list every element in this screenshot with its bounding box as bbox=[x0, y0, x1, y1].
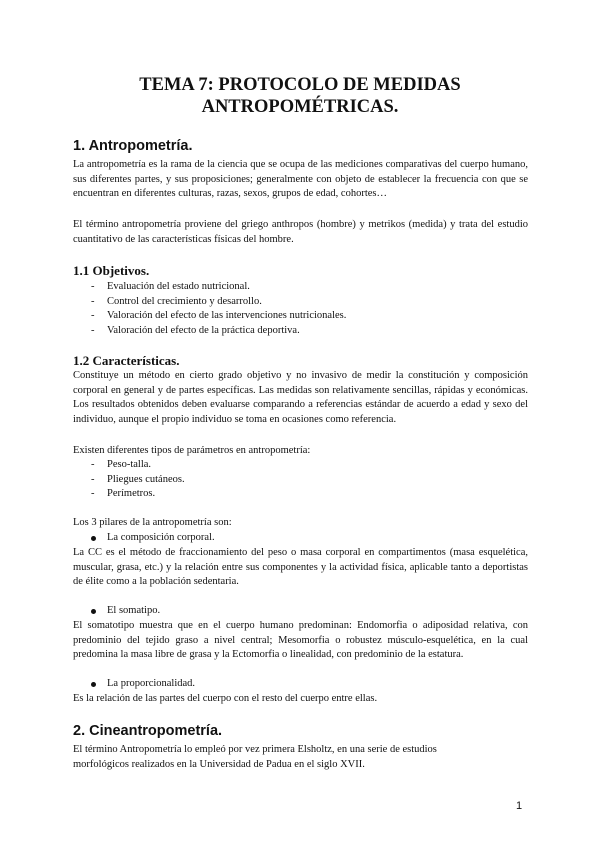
list-item: - Evaluación del estado nutricional. bbox=[91, 281, 250, 292]
parameter-types-list bbox=[73, 458, 185, 502]
pillar-1-text: La CC es el método de fraccionamiento del peso o masa corporal en compartimentos (masa esquelética, muscular, grasa, etc.) y la relación entre sus componentes y la actividad física, aplicable tanto a deportistas de élite como a la población sedentaria. bbox=[73, 547, 528, 588]
bullet-icon bbox=[91, 536, 96, 541]
section-1-paragraph-2: El término antropometría proviene del griego anthropos (hombre) y metrikos (medida) y trata del estudio cuantitativo de las características físicas del hombre. bbox=[73, 219, 528, 245]
pillar-2-item: El somatipo. bbox=[73, 604, 160, 619]
title-line-2: ANTROPOMÉTRICAS. bbox=[201, 97, 399, 117]
list-item: - Peso-talla. bbox=[91, 459, 152, 470]
bullet-icon bbox=[91, 609, 96, 614]
section-1-1-heading: 1.1 Objetivos. bbox=[73, 263, 150, 278]
pillar-1-item: La composición corporal. bbox=[73, 531, 215, 546]
list-item: - Valoración del efecto de las intervenciones nutricionales. bbox=[91, 310, 347, 322]
title-line-1: TEMA 7: PROTOCOLO DE MEDIDAS bbox=[139, 75, 461, 95]
list-item: - Control del crecimiento y desarrollo. bbox=[91, 295, 262, 307]
section-1-2-paragraph-2: Existen diferentes tipos de parámetros en antropometría: bbox=[73, 445, 311, 456]
section-1-2-paragraph-1: Constituye un método en cierto grado objetivo y no invasivo de medir la constitución y composición corporal en general y de partes específicas. Las medidas son relativamente sencillas, rápidas y económicas. Los resultados obtenidos deben evaluarse comparando a referencias estándar de acuerdo a edad y sexo del individuo, aunque el propio individuo se toma en ocasiones como referencia. bbox=[73, 370, 528, 425]
pillar-3-item: La proporcionalidad. bbox=[73, 677, 195, 692]
objectives-list bbox=[73, 280, 346, 338]
pillars-intro: Los 3 pilares de la antropometría son: bbox=[73, 517, 232, 528]
section-2-paragraph-1: El término Antropometría lo empleó por vez primera Elsholtz, en una serie de estudios morfológicos realizados en la Universidad de Padua en el siglo XVII. bbox=[73, 744, 437, 770]
document-title bbox=[60, 74, 540, 118]
bullet-icon bbox=[91, 682, 96, 687]
section-2-heading: 2. Cineantropometría. bbox=[73, 723, 223, 739]
section-1-paragraph-1: La antropometría es la rama de la ciencia que se ocupa de las mediciones comparativas del cuerpo humano, sus diferentes partes, y sus proposiciones; generalmente con objeto de establecer la frecuencia con que se encuentran en diferentes culturas, razas, sexos, grupos de edad, cohortes… bbox=[73, 159, 528, 200]
pillar-2-text: El somatotipo muestra que en el cuerpo humano predominan: Endomorfia o adiposidad relativa, con predominio del tejido graso a nivel central; Mesomorfia o robustez músculo-esquelética, en la cual predomina la masa libre de grasa y la Ectomorfia o linealidad, con predominio de la estatura. bbox=[73, 620, 528, 661]
section-1-heading: 1. Antropometría. bbox=[73, 138, 193, 154]
list-item: - Valoración del efecto de la práctica deportiva. bbox=[91, 324, 300, 336]
page-number: 1 bbox=[516, 800, 523, 812]
list-item: - Pliegues cutáneos. bbox=[91, 473, 185, 485]
section-1-2-heading: 1.2 Características. bbox=[73, 353, 180, 368]
pillar-3-text: Es la relación de las partes del cuerpo con el resto del cuerpo entre ellas. bbox=[73, 693, 378, 704]
list-item: - Perímetros. bbox=[91, 488, 156, 500]
